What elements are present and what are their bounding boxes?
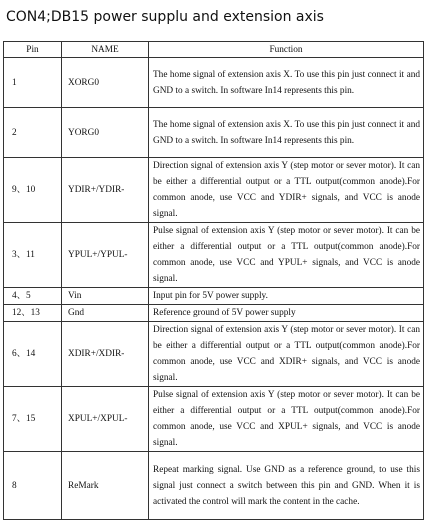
pin-cell: 1 xyxy=(4,58,62,108)
table-row xyxy=(4,288,424,305)
table-row xyxy=(4,108,424,158)
name-cell: YPUL+/YPUL- xyxy=(62,223,149,288)
function-cell: Repeat marking signal. Use GND as a reference ground, to use this signal just connect a switch between this pin and GND. When it is activated the control will mark the content in the cache. xyxy=(149,452,424,520)
name-cell: YORG0 xyxy=(62,108,149,158)
function-cell: Direction signal of extension axis Y (step motor or sever motor). It can be either a differential output or a TTL output(common anode).For common anode, use VCC and XDIR+ signals, and VCC is anode signal. xyxy=(149,322,424,387)
function-cell: Pulse signal of extension axis Y (step motor or sever motor). It can be either a differential output or a TTL output(common anode).For common anode, use VCC and YPUL+ signals, and VCC is anode signal. xyxy=(149,223,424,288)
function-cell: The home signal of extension axis X. To use this pin just connect it and GND to a switch. In software In14 represents this pin. xyxy=(149,108,424,158)
table-row xyxy=(4,305,424,322)
function-cell: The home signal of extension axis X. To use this pin just connect it and GND to a switch. In software In14 represents this pin. xyxy=(149,58,424,108)
pin-cell: 8 xyxy=(4,452,62,520)
pin-cell: 4、5 xyxy=(4,288,62,305)
column-header-name: NAME xyxy=(62,42,149,58)
pin-cell: 3、11 xyxy=(4,223,62,288)
pin-cell: 12、13 xyxy=(4,305,62,322)
table-row xyxy=(4,452,424,520)
name-cell: Gnd xyxy=(62,305,149,322)
column-header-function: Function xyxy=(149,42,424,58)
name-cell: Vin xyxy=(62,288,149,305)
table-row xyxy=(4,58,424,108)
name-cell: XORG0 xyxy=(62,58,149,108)
pin-cell: 9、10 xyxy=(4,158,62,223)
name-cell: XPUL+/XPUL- xyxy=(62,387,149,452)
name-cell: ReMark xyxy=(62,452,149,520)
name-cell: YDIR+/YDIR- xyxy=(62,158,149,223)
pin-cell: 2 xyxy=(4,108,62,158)
table-row xyxy=(4,322,424,387)
table-header-row xyxy=(4,42,424,58)
pin-table xyxy=(3,41,424,520)
function-cell: Input pin for 5V power supply. xyxy=(149,288,424,305)
function-cell: Reference ground of 5V power supply xyxy=(149,305,424,322)
table-row xyxy=(4,223,424,288)
pin-cell: 7、15 xyxy=(4,387,62,452)
pin-cell: 6、14 xyxy=(4,322,62,387)
function-cell: Direction signal of extension axis Y (step motor or sever motor). It can be either a differential output or a TTL output(common anode).For common anode, use VCC and YDIR+ signals, and VCC is anode signal. xyxy=(149,158,424,223)
function-cell: Pulse signal of extension axis Y (step motor or sever motor). It can be either a differential output or a TTL output(common anode).For common anode, use VCC and XPUL+ signals, and VCC is anode signal. xyxy=(149,387,424,452)
column-header-pin: Pin xyxy=(4,42,62,58)
page-heading: CON4;DB15 power supplu and extension axis xyxy=(6,9,324,25)
table-row xyxy=(4,158,424,223)
name-cell: XDIR+/XDIR- xyxy=(62,322,149,387)
table-row xyxy=(4,387,424,452)
